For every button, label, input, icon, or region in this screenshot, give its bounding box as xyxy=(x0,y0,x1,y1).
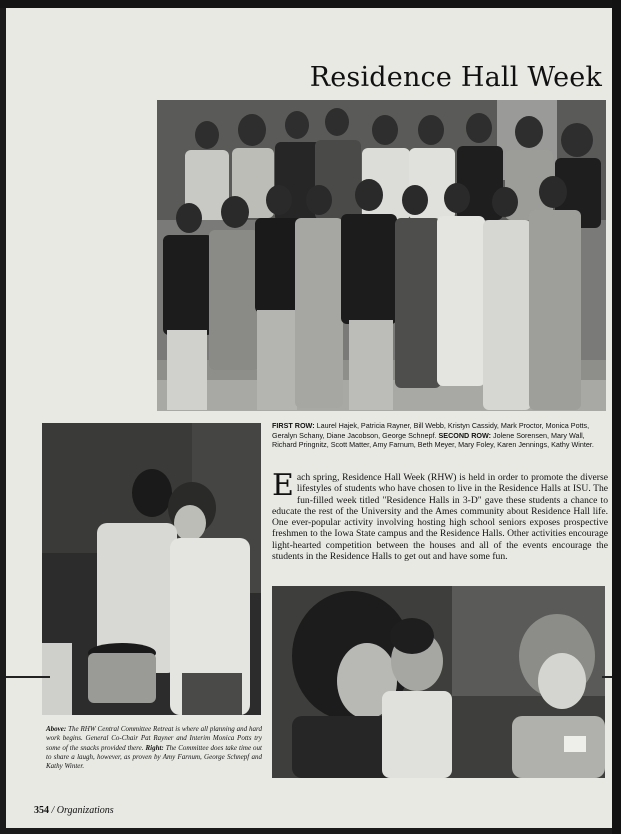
second-row-names: Jolene Sorensen, Mary Wall, Richard Pringnitz, Scott Matter, Amy Farnum, Beth Meyer, Mary Foley, Karen Jennings, Kathy Winter. xyxy=(272,430,594,450)
scan-top-border xyxy=(0,0,621,8)
committee-laugh-photo xyxy=(272,586,605,778)
drop-cap: E xyxy=(272,468,294,503)
second-row-label: SECOND ROW: xyxy=(436,430,492,440)
photo-captions xyxy=(46,725,262,771)
group-photo-caption xyxy=(272,421,608,450)
above-label: Above: xyxy=(46,725,67,733)
scan-right-border xyxy=(612,0,621,834)
folio-section: Organizations xyxy=(56,805,114,816)
page-title: Residence Hall Week xyxy=(309,62,602,93)
left-divider-rule xyxy=(6,676,50,678)
page-folio xyxy=(34,805,114,816)
first-row-names: Laurel Hajek, Patricia Rayner, Bill Webb, Kristyn Cassidy, Mark Proctor, Monica Potts, Geralyn Schany, Diane Jacobson, George Schnepf. xyxy=(272,421,590,440)
article-body xyxy=(272,468,608,563)
article-text: ach spring, Residence Hall Week (RHW) is held in order to promote the diverse lifestyles of students who have chosen to live in the Residence Halls at ISU. The fun-filled week titled "Residence Halls in 3-D" gave these students a chance to educate the rest of the University and the Ames community about Residence Hall life. One ever-popular activity involving hosting high school seniors exposes prospective freshmen to the Iowa State campus and the Residence Halls. Other activities encourage light-hearted competition between the houses and all of the events encourage the students in the Residence Halls to get out and have some fun. xyxy=(272,472,608,563)
folio-separator: / xyxy=(49,805,57,816)
right-divider-rule xyxy=(602,676,612,678)
above-caption-text: The RHW Central Committee Retreat is where all planning and hard work begins. General Co-Chair Pat Rayner and Interim Monica Potts try some of the snacks provided there. xyxy=(46,725,262,752)
page-number: 354 xyxy=(34,805,49,816)
yearbook-page xyxy=(6,8,612,828)
retreat-snacks-photo xyxy=(42,423,261,715)
right-label: Right: xyxy=(143,743,164,752)
right-caption-text: The Committee does take time out to share a laugh, however, as proven by Amy Farnum, George Schnepf and Kathy Winter. xyxy=(46,743,262,771)
group-photo xyxy=(157,100,606,411)
first-row-label: FIRST ROW: xyxy=(272,421,315,430)
